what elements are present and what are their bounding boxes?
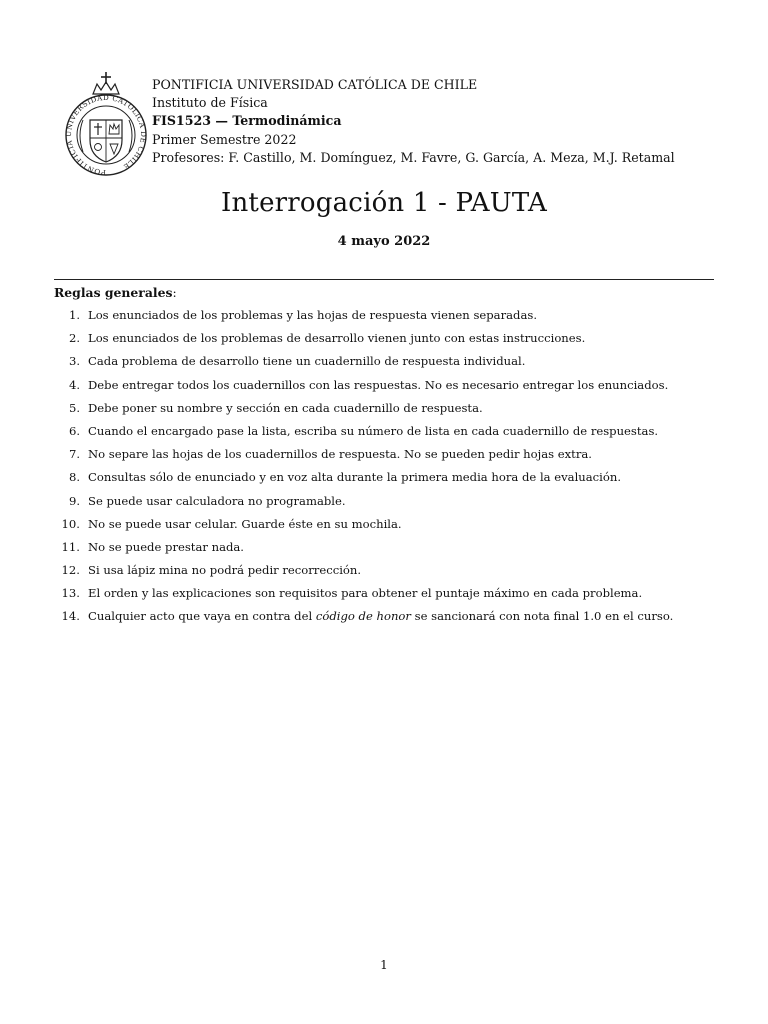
list-item [54,469,622,492]
list-item-text: Si usa lápiz mina no podrá pedir recorrección. [88,563,362,578]
list-item-number: 3. [68,354,80,369]
rules-heading-colon: : [172,285,177,300]
institute-name: Instituto de Física [152,95,268,111]
list-item [54,585,643,608]
document-date: 4 mayo 2022 [337,234,431,249]
seal-ring-text: PONTIFICIA UNIVERSIDAD CATOLICA DE CHILE [63,92,149,178]
professors: Profesores: F. Castillo, M. Domínguez, M. Favre, G. García, A. Meza, M.J. Retamal [152,149,675,165]
rules-heading [54,285,177,300]
list-item-number: 12. [61,563,80,578]
list-item-text: Los enunciados de los problemas de desarrollo vienen junto con estas instrucciones. [88,331,586,346]
list-item-text-before: Cualquier acto que vaya en contra del [88,609,316,624]
list-item-text: No se puede usar celular. Guarde éste en su mochila. [88,516,402,531]
list-item [54,353,526,376]
list-item [54,307,538,330]
list-item-number: 2. [68,331,80,346]
list-item-text: No se puede prestar nada. [88,539,244,554]
list-item-text: Cuando el encargado pase la lista, escriba su número de lista en cada cuadernillo de respuestas. [88,423,659,438]
list-item-text: Cada problema de desarrollo tiene un cuadernillo de respuesta individual. [88,354,526,369]
page-number: 1 [380,958,388,972]
list-item-number: 5. [68,400,80,415]
list-item-number: 11. [61,539,80,554]
document-header [152,76,675,167]
list-item-text: Debe entregar todos los cuadernillos con las respuestas. No es necesario entregar los enunciados. [88,377,669,392]
list-item-text: No separe las hojas de los cuadernillos de respuesta. No se pueden pedir hojas extra. [88,447,592,462]
university-name: PONTIFICIA UNIVERSIDAD CATÓLICA DE CHILE [152,77,478,92]
list-item-number: 7. [68,447,80,462]
list-item [54,562,362,585]
list-item-number: 14. [61,609,80,624]
document-title: Interrogación 1 - PAUTA [221,188,547,218]
list-item-number: 13. [61,586,80,601]
list-item-number: 4. [68,377,80,392]
list-item-text [88,608,673,624]
university-seal-icon [63,70,149,180]
list-item [54,539,244,562]
list-item-number: 10. [61,516,80,531]
list-item-text: Consultas sólo de enunciado y en voz alta durante la primera media hora de la evaluación. [88,470,622,485]
list-item [54,423,659,446]
list-item-text: Debe poner su nombre y sección en cada cuadernillo de respuesta. [88,400,483,415]
rules-heading-label: Reglas generales [54,285,173,300]
list-item-number: 8. [68,470,80,485]
list-item-text: El orden y las explicaciones son requisitos para obtener el puntaje máximo en cada problema. [88,586,643,601]
list-item [54,377,669,400]
honor-code-emphasis: código de honor [315,609,411,624]
list-item-number: 6. [68,423,80,438]
list-item-text: Los enunciados de los problemas y las hojas de respuesta vienen separadas. [88,308,538,322]
horizontal-divider [54,279,714,280]
list-item-text: Se puede usar calculadora no programable. [88,493,346,508]
course-name: FIS1523 — Termodinámica [152,113,342,129]
list-item-number: 1. [68,308,80,322]
list-item [54,400,483,423]
rules-list [54,307,674,632]
list-item-text-after: se sancionará con nota final 1.0 en el curso. [410,609,674,624]
list-item [54,446,592,469]
list-item [54,330,586,353]
list-item [54,608,674,631]
list-item-number: 9. [68,493,80,508]
semester: Primer Semestre 2022 [152,131,297,147]
list-item [54,493,346,516]
list-item [54,516,402,539]
